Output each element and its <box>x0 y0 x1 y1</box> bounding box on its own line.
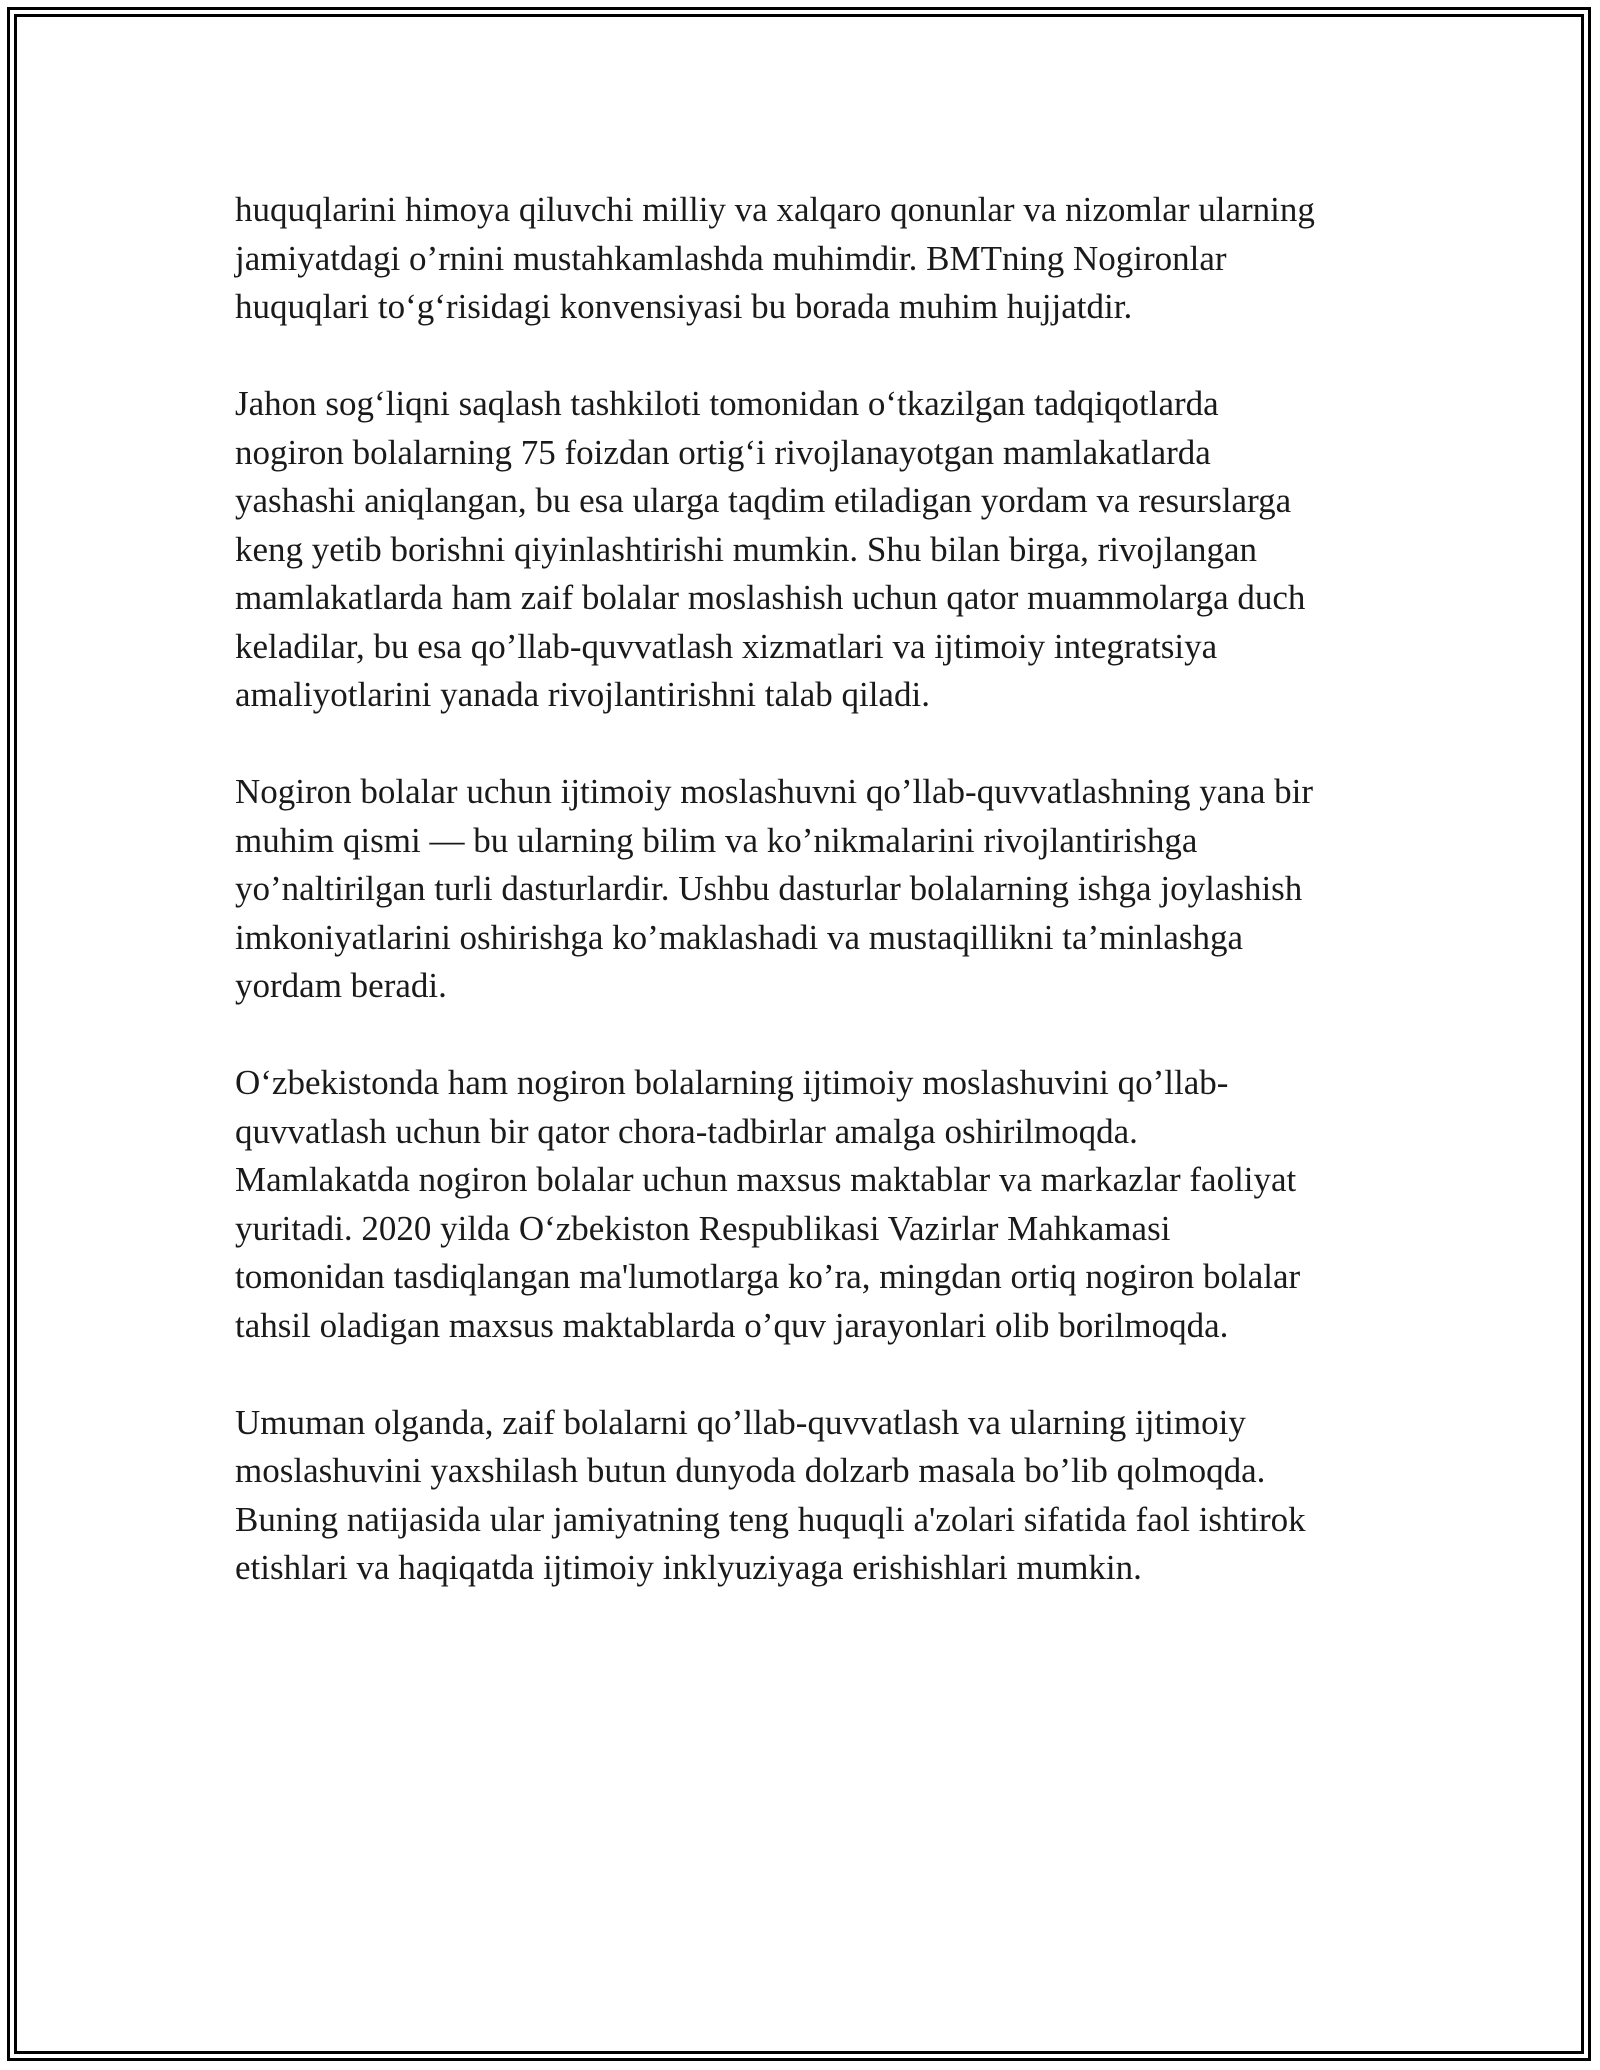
document-body <box>235 186 1375 1641</box>
paragraph-2: Jahon sog‘liqni saqlash tashkiloti tomonidan o‘tkazilgan tadqiqotlarda nogiron bolalarning 75 foizdan ortig‘i rivojlanayotgan mamlakatlarda yashashi aniqlangan, bu esa ularga taqdim etiladigan yordam va resurslarga keng yetib borishni qiyinlashtirishi mumkin. Shu bilan birga, rivojlangan mamlakatlarda ham zaif bolalar moslashish uchun qator muammolarga duch keladilar, bu esa qo’llab-quvvatlash xizmatlari va ijtimoiy integratsiya amaliyotlarini yanada rivojlantirishni talab qiladi. <box>235 384 1306 714</box>
paragraph-4: O‘zbekistonda ham nogiron bolalarning ijtimoiy moslashuvini qo’llab- quvvatlash uchun bir qator chora-tadbirlar amalga oshirilmoqda. Mamlakatda nogiron bolalar uchun maxsus maktablar va markazlar faoliyat yuritadi. 2020 yilda O‘zbekiston Respublikasi Vazirlar Mahkamasi tomonidan tasdiqlangan ma'lumotlarga ko’ra, mingdan ortiq nogiron bolalar tahsil oladigan maxsus maktablarda o’quv jarayonlari olib borilmoqda. <box>235 1063 1301 1345</box>
paragraph-1: huquqlarini himoya qiluvchi milliy va xalqaro qonunlar va nizomlar ularning jamiyatdagi o’rnini mustahkamlashda muhimdir. BMTning Nogironlar huquqlari to‘g‘risidagi konvensiyasi bu borada muhim hujjatdir. <box>235 190 1315 326</box>
paragraph-5: Umuman olganda, zaif bolalarni qo’llab-quvvatlash va ularning ijtimoiy moslashuvini yaxshilash butun dunyoda dolzarb masala bo’lib qolmoqda. Buning natijasida ular jamiyatning teng huquqli a'zolari sifatida faol ishtirok etishlari va haqiqatda ijtimoiy inklyuziyaga erishishlari mumkin. <box>235 1402 1306 1587</box>
paragraph-3: Nogiron bolalar uchun ijtimoiy moslashuvni qo’llab-quvvatlashning yana bir muhim qismi — bu ularning bilim va ko’nikmalarini rivojlantirishga yo’naltirilgan turli dasturlardir. Ushbu dasturlar bolalarning ishga joylashish imkoniyatlarini oshirishga ko’maklashadi va mustaqillikni ta’minlashga yordam beradi. <box>235 772 1314 1005</box>
